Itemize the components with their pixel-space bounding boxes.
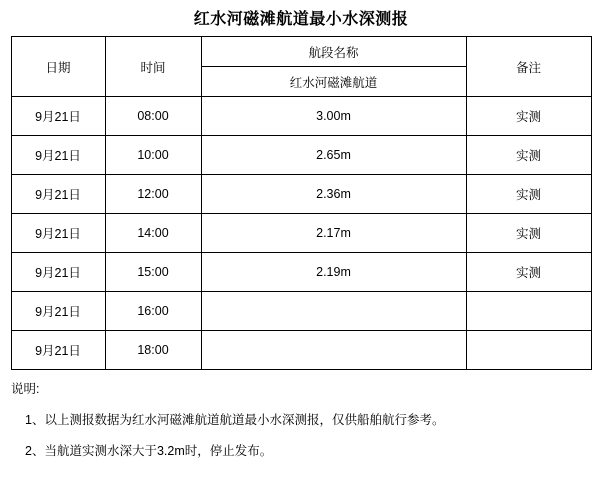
cell-date: 9月21日: [11, 214, 105, 253]
header-cell-segment-sub: 红水河磁滩航道: [201, 67, 466, 97]
cell-remark: 实测: [466, 97, 591, 136]
cell-depth: [201, 292, 466, 331]
header-cell-time: 时间: [105, 37, 201, 97]
cell-remark: 实测: [466, 175, 591, 214]
cell-time: 18:00: [105, 331, 201, 370]
cell-remark: [466, 292, 591, 331]
table-row: [11, 292, 591, 331]
cell-date: 9月21日: [11, 175, 105, 214]
cell-time: 15:00: [105, 253, 201, 292]
table-row: [11, 175, 591, 214]
note-item-2: 2、当航道实测水深大于3.2m时，停止发布。: [25, 444, 273, 458]
cell-remark: 实测: [466, 136, 591, 175]
page-title: 红水河磁滩航道最小水深测报: [193, 11, 409, 28]
table-row: [11, 253, 591, 292]
water-depth-table: [11, 36, 592, 370]
cell-date: 9月21日: [11, 292, 105, 331]
cell-depth: 2.17m: [201, 214, 466, 253]
cell-depth: 2.19m: [201, 253, 466, 292]
cell-remark: [466, 331, 591, 370]
header-cell-segment-group: 航段名称: [201, 37, 466, 67]
table-row: [11, 136, 591, 175]
header-cell-remark: 备注: [466, 37, 591, 97]
cell-time: 08:00: [105, 97, 201, 136]
cell-time: 16:00: [105, 292, 201, 331]
notes-section: [0, 379, 602, 459]
cell-depth: 2.36m: [201, 175, 466, 214]
cell-remark: 实测: [466, 253, 591, 292]
cell-date: 9月21日: [11, 253, 105, 292]
notes-label: 说明:: [11, 382, 40, 396]
table-header-row-1: [11, 37, 591, 67]
cell-time: 10:00: [105, 136, 201, 175]
cell-date: 9月21日: [11, 136, 105, 175]
cell-time: 12:00: [105, 175, 201, 214]
cell-time: 14:00: [105, 214, 201, 253]
cell-depth: [201, 331, 466, 370]
cell-remark: 实测: [466, 214, 591, 253]
cell-depth: 3.00m: [201, 97, 466, 136]
header-cell-date: 日期: [11, 37, 105, 97]
note-item-1: 1、以上测报数据为红水河磁滩航道航道最小水深测报，仅供船舶航行参考。: [25, 413, 445, 427]
cell-date: 9月21日: [11, 97, 105, 136]
cell-date: 9月21日: [11, 331, 105, 370]
table-row: [11, 331, 591, 370]
table-row: [11, 97, 591, 136]
table-row: [11, 214, 591, 253]
cell-depth: 2.65m: [201, 136, 466, 175]
